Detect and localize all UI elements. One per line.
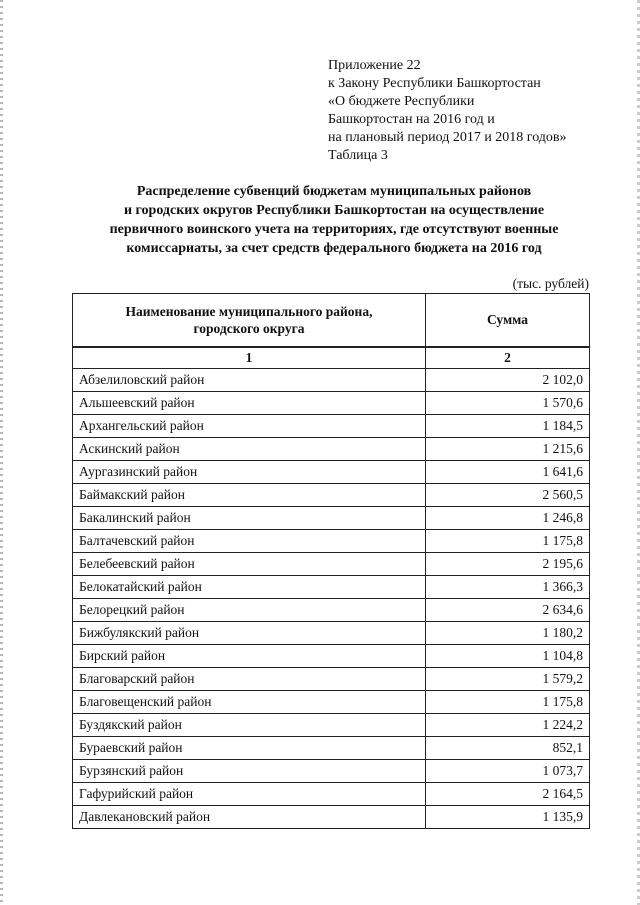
table-row <box>73 691 590 714</box>
district-name: Благоварский район <box>73 668 426 691</box>
table-row <box>73 461 590 484</box>
column-number-row <box>73 347 590 369</box>
district-name: Бурзянский район <box>73 760 426 783</box>
appendix-line: Таблица 3 <box>328 148 388 163</box>
appendix-line: к Закону Республики Башкортостан <box>328 76 541 91</box>
district-amount: 1 073,7 <box>426 760 590 783</box>
table-row <box>73 438 590 461</box>
district-name: Бирский район <box>73 645 426 668</box>
district-amount: 1 641,6 <box>426 461 590 484</box>
district-amount: 2 195,6 <box>426 553 590 576</box>
column-number: 1 <box>73 347 426 369</box>
table-row <box>73 760 590 783</box>
appendix-line: «О бюджете Республики <box>328 94 475 109</box>
table-row <box>73 553 590 576</box>
district-name: Альшеевский район <box>73 392 426 415</box>
district-name: Благовещенский район <box>73 691 426 714</box>
district-name: Балтачевский район <box>73 530 426 553</box>
district-amount: 1 224,2 <box>426 714 590 737</box>
district-amount: 2 102,0 <box>426 369 590 392</box>
district-name: Белорецкий район <box>73 599 426 622</box>
table-row <box>73 576 590 599</box>
header-name-cell <box>73 294 426 348</box>
district-name: Баймакский район <box>73 484 426 507</box>
district-name: Буздякский район <box>73 714 426 737</box>
table-row <box>73 668 590 691</box>
header-sum-cell: Сумма <box>426 294 590 348</box>
district-amount: 1 246,8 <box>426 507 590 530</box>
district-amount: 2 634,6 <box>426 599 590 622</box>
district-amount: 1 579,2 <box>426 668 590 691</box>
table-row <box>73 783 590 806</box>
header-name-line1: Наименование муниципального района, <box>125 304 373 319</box>
table-row <box>73 392 590 415</box>
district-amount: 1 104,8 <box>426 645 590 668</box>
district-name: Белокатайский район <box>73 576 426 599</box>
table-row <box>73 530 590 553</box>
appendix-block <box>328 57 567 165</box>
district-amount: 1 366,3 <box>426 576 590 599</box>
district-name: Давлекановский район <box>73 806 426 829</box>
district-name: Бижбулякский район <box>73 622 426 645</box>
district-name: Белебеевский район <box>73 553 426 576</box>
district-name: Бураевский район <box>73 737 426 760</box>
district-amount: 2 560,5 <box>426 484 590 507</box>
district-amount: 2 164,5 <box>426 783 590 806</box>
title-line: и городских округов Республики Башкортостан на осуществление <box>123 203 545 218</box>
table-row <box>73 415 590 438</box>
table-row <box>73 806 590 829</box>
table-row <box>73 484 590 507</box>
scan-edge-left <box>0 0 3 905</box>
district-name: Бакалинский район <box>73 507 426 530</box>
title-line: первичного воинского учета на территориях, где отсутствуют военные <box>109 222 559 237</box>
header-name-line2: городского округа <box>193 321 305 336</box>
district-amount: 1 180,2 <box>426 622 590 645</box>
district-name: Абзелиловский район <box>73 369 426 392</box>
title-line: комиссариаты, за счет средств федерального бюджета на 2016 год <box>126 241 542 256</box>
appendix-line: на плановый период 2017 и 2018 годов» <box>328 130 567 145</box>
units-note: (тыс. рублей) <box>512 276 589 291</box>
district-name: Аскинский район <box>73 438 426 461</box>
district-amount: 1 175,8 <box>426 691 590 714</box>
district-name: Архангельский район <box>73 415 426 438</box>
table-row <box>73 737 590 760</box>
table-row <box>73 645 590 668</box>
district-amount: 1 175,8 <box>426 530 590 553</box>
district-amount: 1 184,5 <box>426 415 590 438</box>
table-row <box>73 622 590 645</box>
district-amount: 1 570,6 <box>426 392 590 415</box>
appendix-line: Башкортостан на 2016 год и <box>328 112 495 127</box>
table-row <box>73 714 590 737</box>
column-number: 2 <box>426 347 590 369</box>
appendix-line: Приложение 22 <box>328 58 421 73</box>
table-row <box>73 507 590 530</box>
district-name: Гафурийский район <box>73 783 426 806</box>
district-amount: 1 135,9 <box>426 806 590 829</box>
table-row <box>73 599 590 622</box>
district-amount: 852,1 <box>426 737 590 760</box>
table-row <box>73 369 590 392</box>
table-header-row <box>73 294 590 348</box>
title-line: Распределение субвенций бюджетам муниципальных районов <box>136 184 532 199</box>
document-title <box>74 182 594 258</box>
district-amount: 1 215,6 <box>426 438 590 461</box>
subvention-table <box>72 293 590 829</box>
district-name: Аургазинский район <box>73 461 426 484</box>
